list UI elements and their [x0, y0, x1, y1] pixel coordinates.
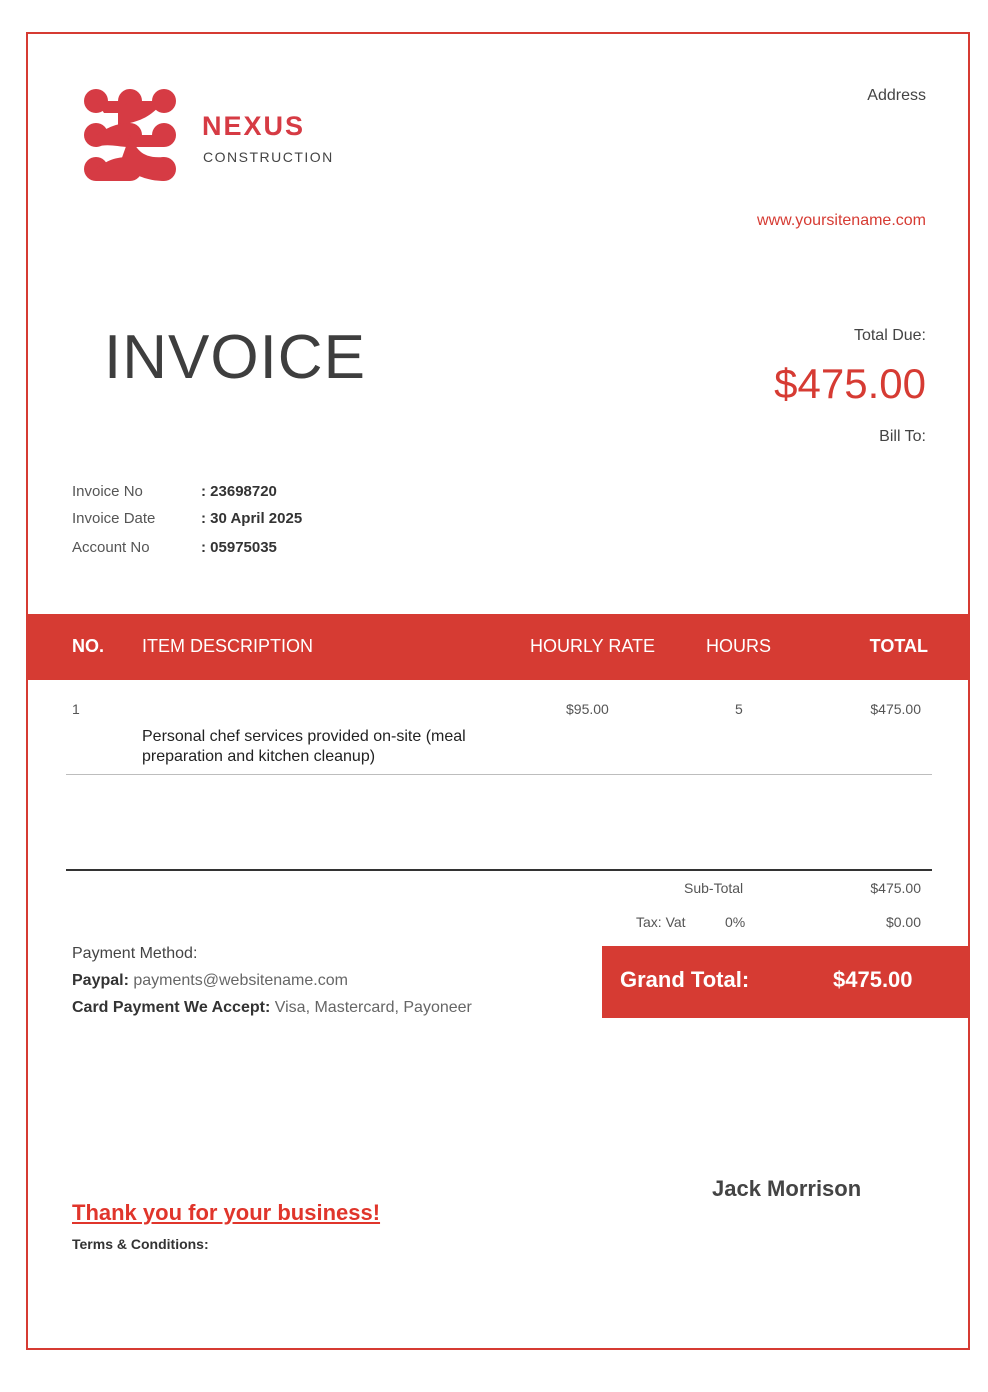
invoice-date-label: Invoice Date: [72, 510, 156, 527]
total-due-label: Total Due:: [853, 327, 926, 344]
grand-total-label: Grand Total:: [620, 967, 750, 992]
total-due-amount: $475.00: [774, 360, 926, 407]
col-total-header: TOTAL: [869, 636, 928, 656]
tax-rate: 0%: [725, 914, 746, 930]
row-no: 1: [72, 701, 80, 717]
invoice-no-label: Invoice No: [72, 483, 143, 500]
row-description: Personal chef services provided on-site (meal preparation and kitchen cleanup): [142, 728, 466, 765]
row-divider: [66, 774, 932, 775]
tax-label: Tax: Vat: [636, 914, 686, 930]
grand-total-value: $475.00: [833, 967, 913, 992]
tax-value: $0.00: [885, 914, 921, 930]
card-payment-value: Visa, Mastercard, Payoneer: [274, 999, 472, 1016]
payment-method-label: Payment Method:: [72, 945, 198, 962]
table-end-divider: [66, 869, 932, 871]
paypal-value: payments@websitename.com: [133, 972, 348, 989]
brand-subtitle: CONSTRUCTION: [203, 149, 334, 165]
paypal-line: [72, 972, 348, 990]
dot-grid-logo-icon: [84, 89, 180, 187]
col-hours-header: HOURS: [706, 636, 772, 656]
website-link[interactable]: www.yoursitename.com: [757, 212, 926, 229]
invoice-date-value: : 30 April 2025: [201, 510, 303, 527]
col-description-header: ITEM DESCRIPTION: [142, 636, 314, 656]
address-label: Address: [867, 87, 926, 104]
invoice-no-value: : 23698720: [201, 483, 277, 500]
col-no-header: NO.: [72, 636, 105, 656]
bill-to-label: Bill To:: [879, 428, 926, 445]
account-no-value: : 05975035: [201, 539, 277, 556]
thank-you-message: Thank you for your business!: [72, 1200, 381, 1225]
terms-label: Terms & Conditions:: [72, 1236, 209, 1252]
card-payment-line: [72, 999, 472, 1017]
invoice-title: INVOICE: [104, 323, 366, 392]
account-no-label: Account No: [72, 539, 150, 556]
brand-name: NEXUS: [202, 111, 306, 141]
row-hours: 5: [735, 701, 743, 717]
subtotal-value: $475.00: [870, 880, 921, 896]
row-total: $475.00: [870, 701, 921, 717]
paypal-label: Paypal:: [72, 972, 129, 989]
col-rate-header: HOURLY RATE: [530, 636, 656, 656]
row-rate: $95.00: [566, 701, 609, 717]
subtotal-label: Sub-Total: [684, 880, 744, 896]
card-payment-label: Card Payment We Accept:: [72, 999, 271, 1016]
signer-name: Jack Morrison: [712, 1176, 862, 1201]
